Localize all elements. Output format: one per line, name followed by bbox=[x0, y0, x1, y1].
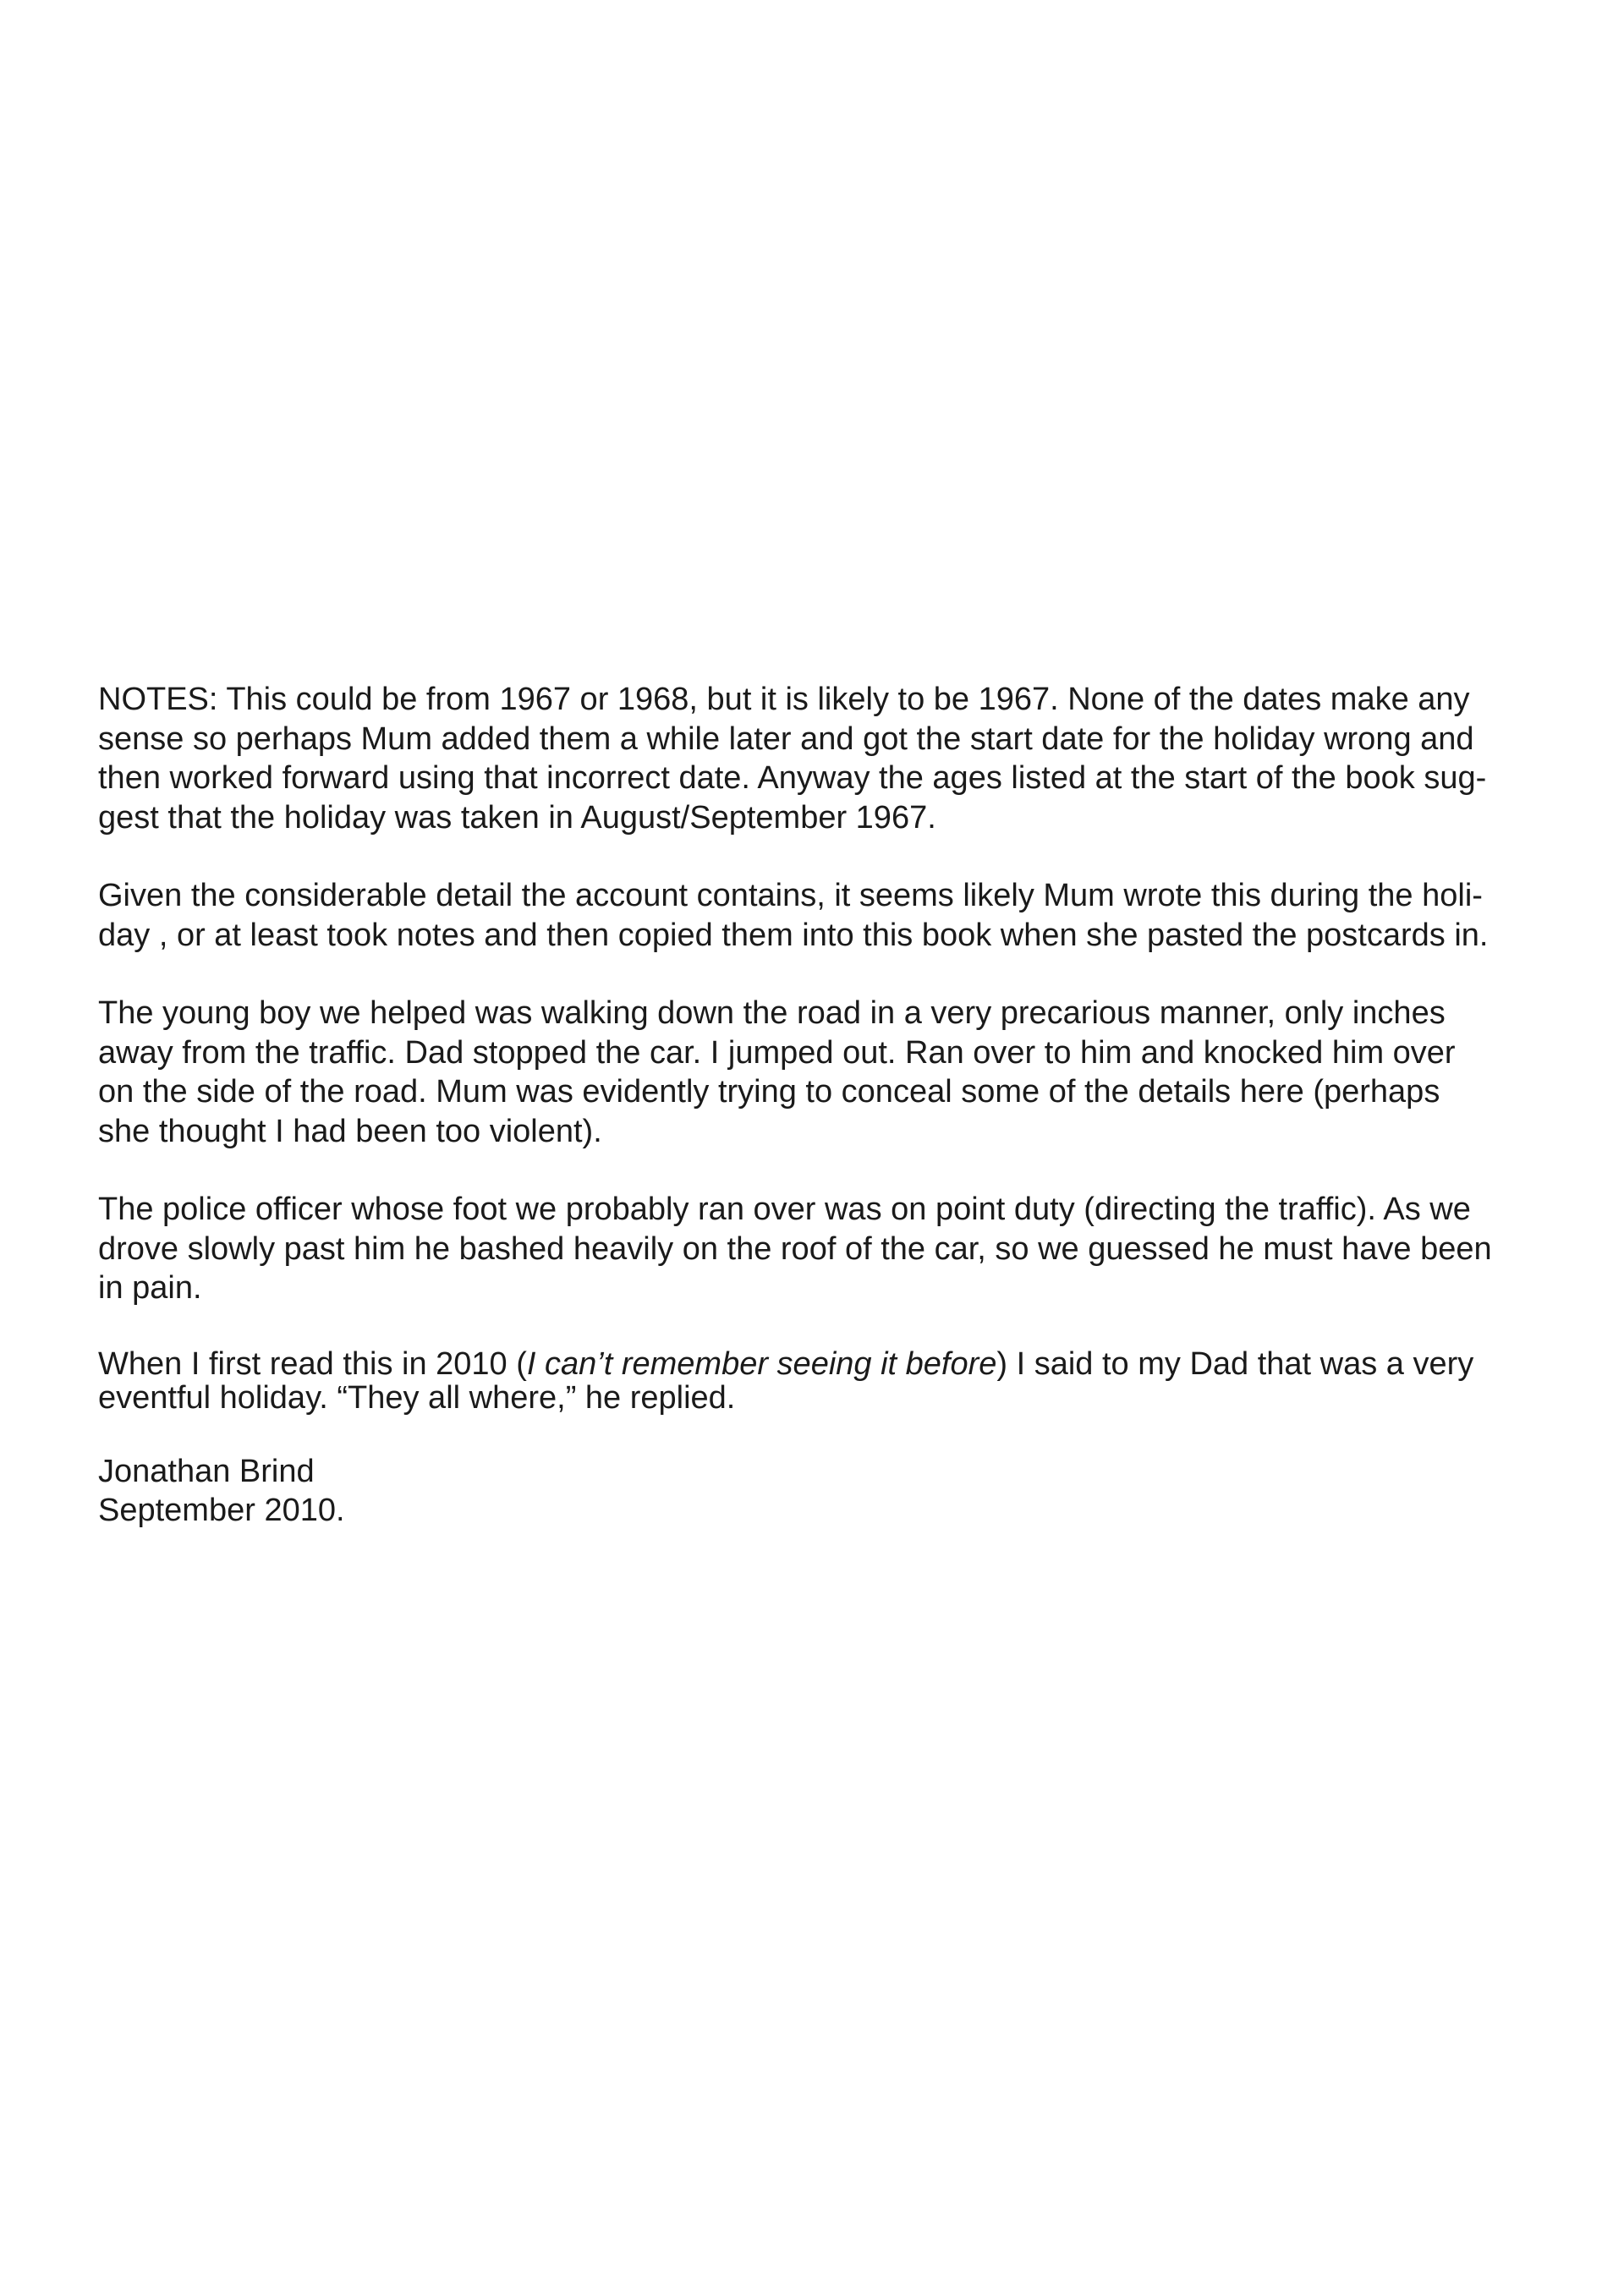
signature-name: Jonathan Brind bbox=[98, 1453, 315, 1489]
notes-text-block bbox=[98, 680, 1553, 1530]
first-read-text-start: When I first read this in 2010 ( bbox=[98, 1345, 527, 1382]
notes-paragraph: NOTES: This could be from 1967 or 1968, but it is likely to be 1967. None of the dates make any sense so perhaps Mum added them a while later and got the start date for the holiday wrong and then worked forward using that incorrect date. Anyway the ages listed at the start of the book sug- gest that the holiday was taken in August/September 1967. bbox=[98, 682, 1487, 836]
first-read-text-end: ) I said to my Dad that was a very eventful holiday. “They all where,” he replied. bbox=[98, 1345, 1474, 1416]
first-read-paragraph bbox=[98, 1347, 1553, 1415]
young-boy-paragraph: The young boy we helped was walking down the road in a very precarious manner, only inches away from the traffic. Dad stopped the car. I jumped out. Ran over to him and knocked him over on the side of the road. Mum was evidently trying to conceal some of the details here (perhaps she thought I had been too violent). bbox=[98, 995, 1456, 1149]
first-read-italic-aside: I can’t remember seeing it before bbox=[526, 1345, 997, 1382]
police-officer-paragraph: The police officer whose foot we probably ran over was on point duty (directing the traffic). As we drove slowly past him he bashed heavily on the roof of the car, so we guessed he must have been in pain. bbox=[98, 1192, 1492, 1306]
detail-paragraph: Given the considerable detail the account contains, it seems likely Mum wrote this during the holi- day , or at least took notes and then copied them into this book when she pasted the postcards in. bbox=[98, 878, 1489, 953]
signature-block bbox=[98, 1452, 1553, 1530]
signature-date: September 2010. bbox=[98, 1492, 345, 1528]
